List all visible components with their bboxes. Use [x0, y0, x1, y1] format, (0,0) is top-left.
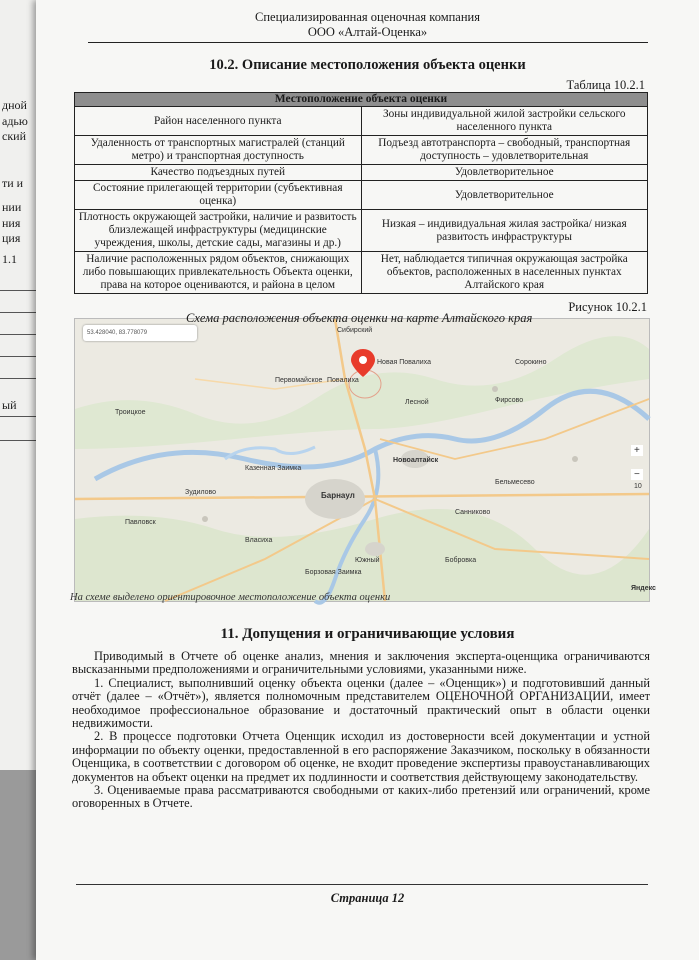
- row-label: Район населенного пункта: [75, 107, 362, 136]
- zoom-out-button[interactable]: −: [631, 469, 643, 480]
- paragraph: 1. Специалист, выполнивший оценку объекта оценки (далее – «Оценщик») и подготовивший данный отчёт (далее – «Отчёт»), является полномочным представителем ОЦЕНОЧНОЙ ОРГАНИЗАЦИИ, имеет необходимое профессиональное образование и достаточный практический опыт в области оценки недвижимости.: [72, 675, 650, 731]
- map-label: Лесной: [405, 399, 429, 406]
- section-title-11: 11. Допущения и ограничивающие условия: [220, 626, 515, 642]
- map-attribution: Яндекс: [631, 585, 656, 592]
- under-text: ский: [2, 129, 26, 143]
- table-caption: Таблица 10.2.1: [566, 78, 645, 92]
- table-row: [75, 210, 648, 252]
- under-text: ый: [2, 398, 17, 412]
- map-title: Схема расположения объекта оценки на карте Алтайского края: [186, 311, 533, 325]
- table-header-row: [75, 93, 648, 107]
- table-row: [75, 107, 648, 136]
- table-row: [75, 165, 648, 181]
- under-text: нии: [2, 200, 22, 214]
- under-text: дной: [2, 98, 27, 112]
- table-row: [75, 181, 648, 210]
- map-label: Троицкое: [115, 409, 146, 416]
- map-label: Барнаул: [321, 491, 355, 500]
- map-label: Новоалтайск: [393, 457, 439, 464]
- table-header: Местоположение объекта оценки: [75, 93, 648, 107]
- row-value: Нет, наблюдается типичная окружающая застройка объектов, расположенных в населенных пунктах Алтайского края: [361, 252, 648, 294]
- map-label: Сорокино: [515, 359, 547, 366]
- map-label: Борзовая Заимка: [305, 569, 362, 576]
- map-label: Павловск: [125, 519, 156, 526]
- paragraph: Приводимый в Отчете об оценке анализ, мнения и заключения эксперта-оценщика ограничиваются высказанными предположениями и ограничительными условиями, указанными ниже.: [72, 649, 650, 677]
- document-page: [36, 0, 699, 960]
- zoom-level: 10: [634, 483, 642, 490]
- row-value: Низкая – индивидуальная жилая застройка/ низкая развитость инфраструктуры: [361, 210, 648, 252]
- location-table: [74, 92, 648, 294]
- map-label: Власиха: [245, 537, 273, 544]
- under-text: адью: [2, 114, 28, 128]
- table-row: [75, 136, 648, 165]
- map-label: Первомайское: [275, 377, 323, 384]
- map-label: Бобровка: [445, 557, 477, 564]
- map-label: Повалиха: [327, 377, 359, 384]
- figure-caption: Рисунок 10.2.1: [568, 300, 647, 314]
- table-row: [75, 252, 648, 294]
- zoom-in-button[interactable]: +: [631, 445, 643, 456]
- company-name: ООО «Алтай-Оценка»: [307, 25, 428, 39]
- underlying-page: [0, 0, 40, 770]
- section-11-body: [72, 650, 650, 811]
- map-label: Казенная Заимка: [245, 465, 302, 472]
- row-label: Качество подъездных путей: [75, 165, 362, 181]
- section-title-10-2: 10.2. Описание местоположения объекта оценки: [209, 57, 526, 73]
- company-type: Специализированная оценочная компания: [255, 10, 480, 24]
- map-label: Санниково: [455, 509, 491, 516]
- map-label: Южный: [355, 557, 380, 564]
- page-header: [36, 10, 699, 40]
- row-value: Зоны индивидуальной жилой застройки сельского населенного пункта: [361, 107, 648, 136]
- under-text: ния: [2, 216, 21, 230]
- map-label: Сибирский: [337, 327, 373, 334]
- row-value: Удовлетворительное: [361, 165, 648, 181]
- row-label: Плотность окружающей застройки, наличие и развитость близлежащей инфраструктуры (медицинские учреждения, школы, детские сады, магазины и др.): [75, 210, 362, 252]
- under-text: ти и: [2, 176, 24, 190]
- map-label: Бельмесево: [495, 479, 535, 486]
- row-label: Наличие расположенных рядом объектов, снижающих либо повышающих привлекательность Объекта оценки, права на которое оцениваются, и района в целом: [75, 252, 362, 294]
- marker-label: Новая Повалиха: [377, 359, 431, 366]
- page-number: Страница 12: [330, 891, 405, 905]
- under-text: ция: [2, 231, 21, 245]
- row-label: Удаленность от транспортных магистралей (станций метро) и транспортная доступность: [75, 136, 362, 165]
- map-label: Зудилово: [185, 489, 217, 496]
- map-search-input[interactable]: 53.428040, 83.778079: [83, 325, 197, 341]
- map-note: На схеме выделено ориентировочное местоположение объекта оценки: [70, 592, 391, 603]
- footer-divider: [76, 884, 648, 885]
- paragraph: 3. Оцениваемые права рассматриваются свободными от каких-либо претензий или ограничений, кроме оговоренных в Отчете.: [72, 783, 650, 811]
- under-text: 1.1: [2, 252, 17, 266]
- row-label: Состояние прилегающей территории (субъективная оценка): [75, 181, 362, 210]
- row-value: Подъезд автотранспорта – свободный, транспортная доступность – удовлетворительная: [361, 136, 648, 165]
- paragraph: 2. В процессе подготовки Отчета Оценщик исходил из достоверности всей документации и устной информации по объекту оценки, предоставленной в его распоряжение Заказчиком, поскольку в обязанности Оценщика, в соответствии с договором об оценке, не входит проведение экспертизы правоустанавливающих документов на объект оценки на предмет их подлинности и соответствия действующему законодательству.: [72, 729, 650, 784]
- map-label: Фирсово: [495, 397, 524, 404]
- header-divider: [88, 42, 648, 43]
- row-value: Удовлетворительное: [361, 181, 648, 210]
- location-map[interactable]: [74, 318, 656, 602]
